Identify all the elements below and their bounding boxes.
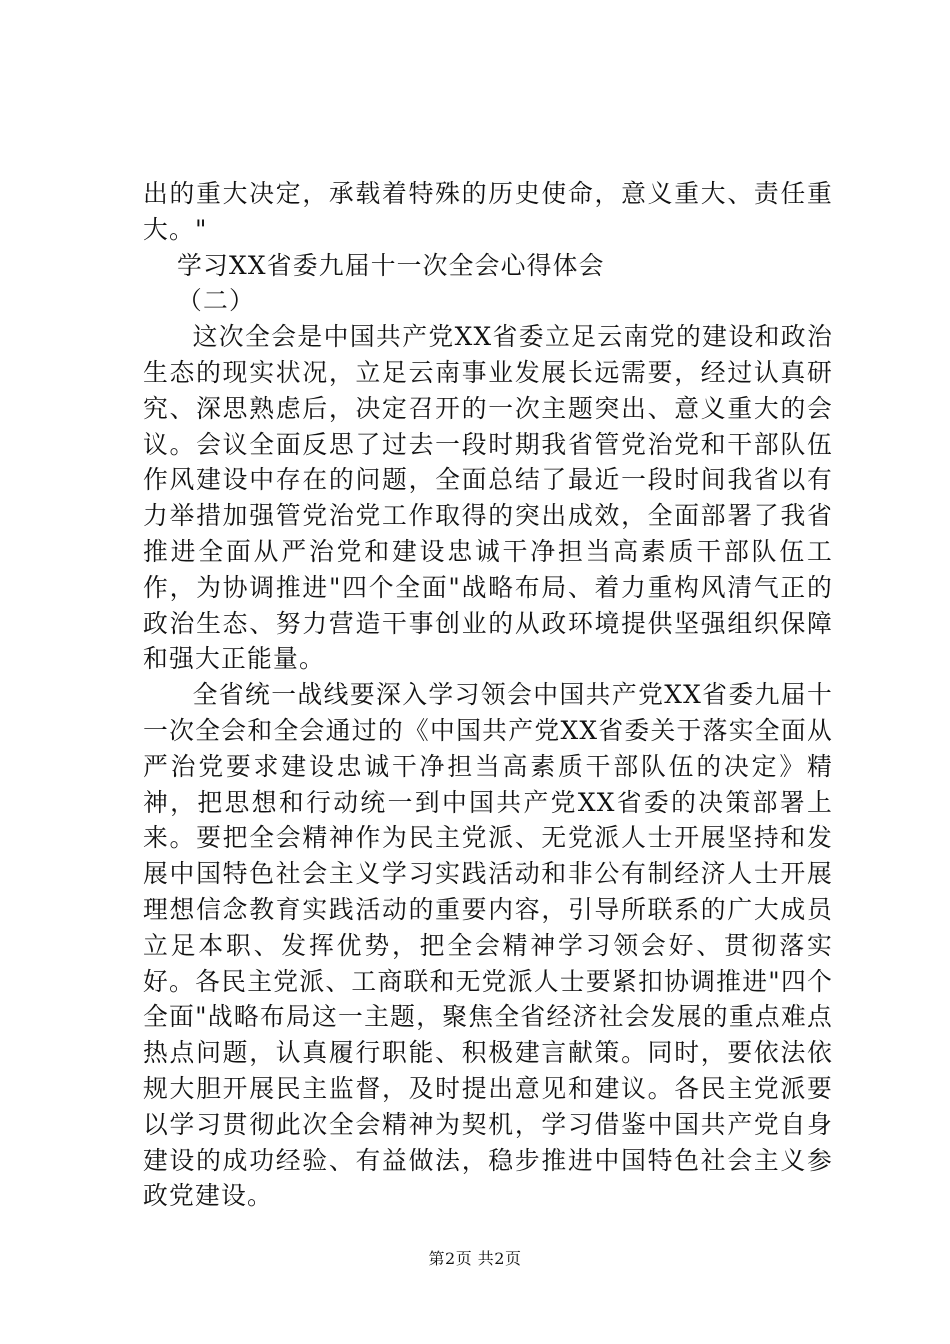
body-paragraph-1: 这次全会是中国共产党XX省委立足云南党的建设和政治生态的现实状况，立足云南事业发展长远需要，经过认真研究、深思熟虑后，决定召开的一次主题突出、意义重大的会议。会议全面反思了过去一段时期我省管党治党和干部队伍作风建设中存在的问题，全面总结了最近一段时间我省以有力举措加强管党治党工作取得的突出成效，全面部署了我省推进全面从严治党和建设忠诚干净担当高素质干部队伍工作，为协调推进"四个全面"战略布局、着力重构风清气正的政治生态、努力营造干事创业的从政环境提供坚强组织保障和强大正能量。 [143,322,833,674]
document-subheading: （二） [177,286,255,316]
page-footer [0,1246,950,1269]
body-paragraph-2: 全省统一战线要深入学习领会中国共产党XX省委九届十一次全会和全会通过的《中国共产党XX省委关于落实全面从严治党要求建设忠诚干净担当高素质干部队伍的决定》精神，把思想和行动统一到中国共产党XX省委的决策部署上来。要把全会精神作为民主党派、无党派人士开展坚持和发展中国特色社会主义学习实践活动和非公有制经济人士开展理想信念教育实践活动的重要内容，引导所联系的广大成员立足本职、发挥优势，把全会精神学习领会好、贯彻落实好。各民主党派、工商联和无党派人士要紧扣协调推进"四个全面"战略布局这一主题，聚焦全省经济社会发展的重点难点热点问题，认真履行职能、积极建言献策。同时，要依法依规大胆开展民主监督，及时提出意见和建议。各民主党派要以学习贯彻此次全会精神为契机，学习借鉴中国共产党自身建设的成功经验、有益做法，稳步推进中国特色社会主义参政党建设。 [143,680,833,1211]
document-body [143,176,833,1214]
document-heading: 学习XX省委九届十一次全会心得体会 [177,250,605,280]
page-number-indicator: 第2页 共2页 [428,1249,522,1268]
continuation-paragraph: 出的重大决定，承载着特殊的历史使命，意义重大、责任重大。" [143,179,833,244]
